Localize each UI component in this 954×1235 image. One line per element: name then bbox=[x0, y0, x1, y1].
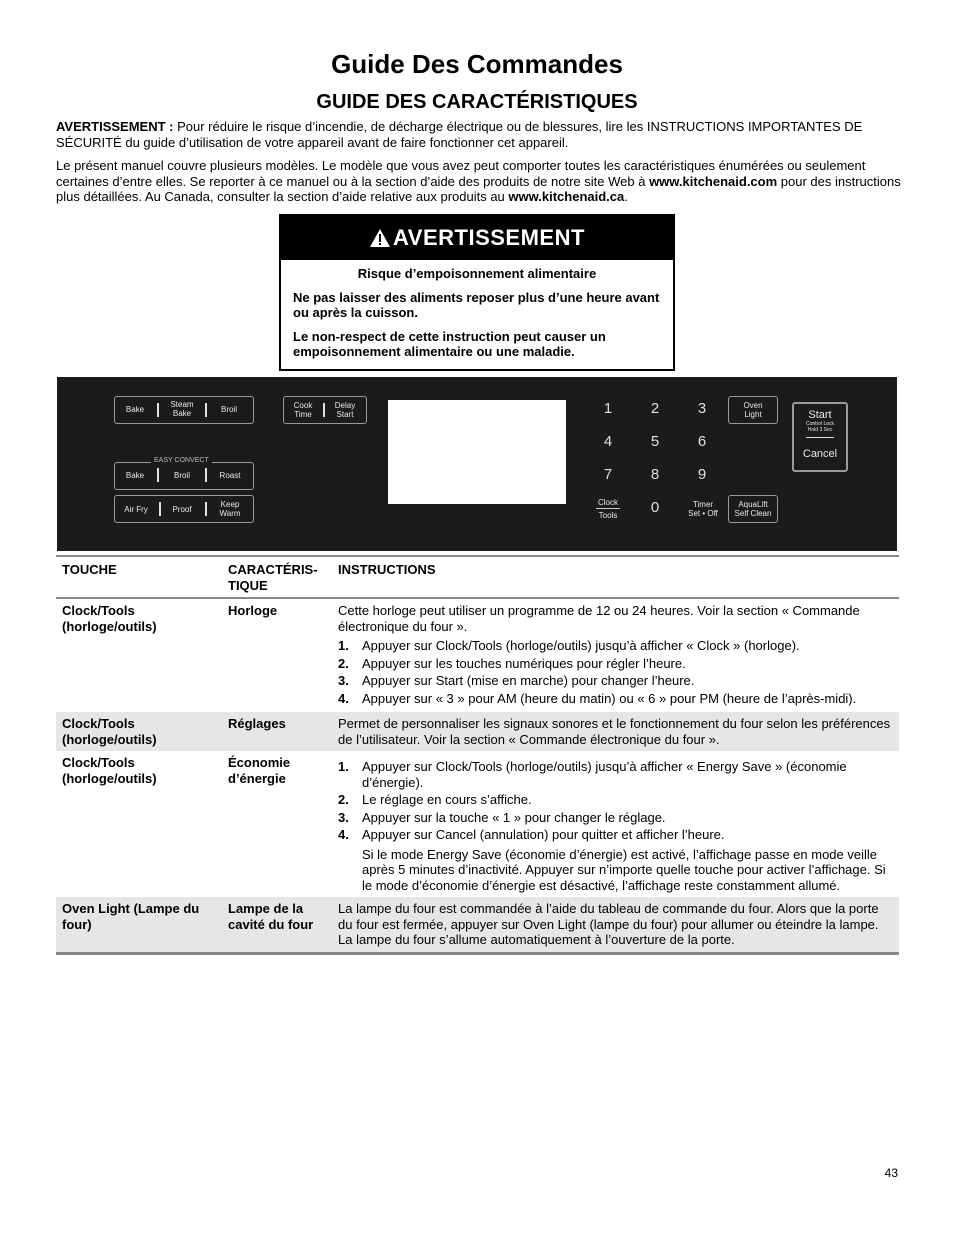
separator bbox=[157, 468, 159, 482]
bake-key: Bake bbox=[125, 405, 145, 414]
oven-light-key: Oven Light bbox=[743, 401, 763, 419]
row-instructions bbox=[332, 751, 899, 897]
warning-line-2: Ne pas laisser des aliments reposer plus d’une heure avant ou après la cuisson. bbox=[293, 289, 660, 320]
warning-line-1: Risque d’empoisonnement alimentaire bbox=[357, 266, 597, 281]
digit-1: 1 bbox=[603, 400, 613, 417]
intro-text-2: pour des instructions plus détaillées. Au Canada, consulter la section d’aide relative aux produits au bbox=[56, 173, 901, 204]
steps-list bbox=[338, 759, 893, 843]
warning-line-3: Le non-respect de cette instruction peut causer un empoisonnement alimentaire ou une maladie. bbox=[293, 328, 606, 359]
row-instructions bbox=[332, 598, 899, 712]
digit-5: 5 bbox=[650, 433, 660, 450]
row-feature: Économie d’énergie bbox=[228, 755, 291, 786]
separator bbox=[205, 403, 207, 417]
digit-2: 2 bbox=[650, 400, 660, 417]
separator bbox=[205, 468, 207, 482]
list-item: 3. Appuyer sur la touche « 1 » pour changer le réglage. bbox=[338, 809, 666, 825]
clock-key: Clock bbox=[597, 498, 618, 507]
row-feature: Horloge bbox=[228, 603, 278, 618]
row-instructions bbox=[332, 712, 899, 751]
cook-time-key: Cook Time bbox=[293, 401, 313, 419]
steps-list bbox=[338, 638, 893, 706]
cancel-key: Cancel bbox=[802, 448, 838, 460]
start-cancel-divider bbox=[806, 437, 834, 438]
self-clean-key: Self Clean bbox=[734, 509, 772, 518]
list-item: 4. Appuyer sur Cancel (annulation) pour quitter et afficher l’heure. bbox=[338, 827, 725, 842]
start-key: Start bbox=[808, 409, 832, 421]
section-subtitle: GUIDE DES CARACTÉRISTIQUES bbox=[316, 91, 638, 113]
timer-key: Timer bbox=[692, 500, 714, 509]
intro-text-1: Le présent manuel couvre plusieurs modèles. Le modèle que vous avez peut comporter toutes les caractéristiques énumérées ou seulement certaines d’entre elles. Se reporter à ce manuel ou à la section d’aide des produits de notre site Web à bbox=[56, 158, 866, 189]
list-item: 3. Appuyer sur Start (mise en marche) pour changer l’heure. bbox=[338, 673, 695, 688]
easy-convect-label: EASY CONVECT bbox=[151, 457, 212, 464]
step-text: Appuyer sur Clock/Tools (horloge/outils) jusqu’à afficher « Energy Save » (économie d’énergie). bbox=[362, 759, 847, 790]
table-row bbox=[56, 897, 899, 953]
separator bbox=[323, 403, 325, 417]
row-key: Clock/Tools (horloge/outils) bbox=[62, 755, 157, 786]
ec-broil-key: Broil bbox=[173, 471, 190, 480]
air-fry-key: Air Fry bbox=[124, 505, 148, 514]
ec-roast-key: Roast bbox=[219, 471, 241, 480]
row-intro: Permet de personnaliser les signaux sonores et le fonctionnement du four selon les préférences de l’utilisateur. Voir la section « Commande électronique du four ». bbox=[338, 716, 891, 747]
intro-paragraph bbox=[56, 158, 901, 205]
warning-label: AVERTISSEMENT : bbox=[56, 119, 174, 134]
tools-key: Tools bbox=[598, 511, 618, 520]
digit-0: 0 bbox=[650, 499, 660, 516]
panel-display-screen bbox=[388, 400, 566, 504]
table-header-row bbox=[56, 556, 899, 598]
hold-3-sec-label: Hold 3 Sec bbox=[807, 427, 833, 433]
steam-bake-key: Steam Bake bbox=[170, 400, 194, 418]
ec-bake-key: Bake bbox=[125, 471, 145, 480]
row-intro: La lampe du four est commandée à l’aide du tableau de commande du four. Alors que la porte du four est fermée, appuyer sur Oven Light (lampe du four) pour allumer ou éteindre la lampe. La lampe du four s’allume automatiquement à l’ouverture de la porte. bbox=[338, 901, 879, 947]
broil-key: Broil bbox=[220, 405, 237, 414]
delay-start-key: Delay Start bbox=[334, 401, 356, 419]
warning-header bbox=[281, 216, 673, 260]
col-header-key: TOUCHE bbox=[62, 562, 117, 577]
row-key: Clock/Tools (horloge/outils) bbox=[62, 603, 157, 634]
warning-triangle-icon bbox=[369, 228, 391, 248]
keep-warm-key: Keep Warm bbox=[219, 500, 241, 518]
row-instructions bbox=[332, 897, 899, 953]
list-item: 2. Le réglage en cours s’affiche. bbox=[338, 792, 532, 807]
row-key: Oven Light (Lampe du four) bbox=[62, 901, 200, 932]
table-row bbox=[56, 598, 899, 712]
separator bbox=[159, 502, 161, 516]
list-item: 4. Appuyer sur « 3 » pour AM (heure du matin) ou « 6 » pour PM (heure de l’après-midi). bbox=[338, 690, 857, 706]
control-lock-label: Control Lock bbox=[805, 421, 835, 427]
row-key: Clock/Tools (horloge/outils) bbox=[62, 716, 157, 747]
kitchenaid-com-link[interactable]: www.kitchenaid.com bbox=[649, 173, 778, 189]
digit-6: 6 bbox=[697, 433, 707, 450]
row-feature: Lampe de la cavité du four bbox=[228, 901, 314, 932]
step-text: Appuyer sur la touche « 1 » pour changer le réglage. bbox=[362, 809, 666, 825]
row-intro: Cette horloge peut utiliser un programme de 12 ou 24 heures. Voir la section « Commande électronique du four ». bbox=[338, 603, 860, 634]
list-item: 1. Appuyer sur Clock/Tools (horloge/outils) jusqu’à afficher « Energy Save » (économie d’énergie). bbox=[338, 759, 893, 790]
kitchenaid-ca-link[interactable]: www.kitchenaid.ca bbox=[508, 189, 625, 204]
digit-9: 9 bbox=[697, 466, 707, 483]
warning-body bbox=[281, 260, 673, 374]
row-feature: Réglages bbox=[228, 716, 286, 731]
separator bbox=[205, 502, 207, 516]
step-text: Appuyer sur Cancel (annulation) pour quitter et afficher l’heure. bbox=[362, 827, 725, 842]
warning-header-text: AVERTISSEMENT bbox=[393, 225, 585, 250]
step-text: Appuyer sur « 3 » pour AM (heure du matin) ou « 6 » pour PM (heure de l’après-midi). bbox=[362, 690, 857, 706]
features-table bbox=[56, 555, 899, 955]
step-text: Appuyer sur Start (mise en marche) pour changer l’heure. bbox=[362, 673, 695, 688]
step-text: Appuyer sur Clock/Tools (horloge/outils) jusqu’à afficher « Clock » (horloge). bbox=[362, 638, 800, 653]
aqualift-key: AquaLift bbox=[738, 500, 768, 509]
step-text: Le réglage en cours s’affiche. bbox=[362, 792, 532, 807]
energy-save-note: Si le mode Energy Save (économie d’énergie) est activé, l’affichage passe en mode veille après 5 minutes d’inactivité. Appuyer sur n’importe quelle touche pour activer l’affichage. Si le mode d’économie d’énergie est désactivé, l’affichage reste constamment allumé. bbox=[362, 846, 886, 893]
digit-7: 7 bbox=[603, 466, 613, 483]
digit-3: 3 bbox=[697, 400, 707, 417]
clock-tools-divider bbox=[596, 508, 620, 509]
col-header-instructions: INSTRUCTIONS bbox=[338, 562, 436, 577]
warning-text: Pour réduire le risque d’incendie, de décharge électrique ou de blessures, lire les INSTRUCTIONS IMPORTANTES DE SÉCURITÉ du guide d’utilisation de votre appareil avant de faire fonctionner cet appareil. bbox=[56, 119, 863, 150]
separator bbox=[157, 403, 159, 417]
col-header-feature: CARACTÉRIS-TIQUE bbox=[228, 562, 318, 593]
proof-key: Proof bbox=[172, 505, 192, 514]
intro-text-3: . bbox=[624, 189, 628, 204]
timer-set-off-key: Set • Off bbox=[688, 509, 718, 518]
safety-warning-paragraph bbox=[56, 119, 901, 150]
warning-box bbox=[279, 214, 675, 371]
list-item: 2. Appuyer sur les touches numériques pour régler l’heure. bbox=[338, 655, 686, 671]
digit-4: 4 bbox=[603, 433, 613, 450]
page-number: 43 bbox=[884, 1166, 898, 1180]
table-row bbox=[56, 712, 899, 751]
page-title: Guide Des Commandes bbox=[331, 49, 623, 79]
step-text: Appuyer sur les touches numériques pour régler l’heure. bbox=[362, 655, 686, 671]
list-item: 1. Appuyer sur Clock/Tools (horloge/outils) jusqu’à afficher « Clock » (horloge). bbox=[338, 638, 800, 653]
table-row bbox=[56, 751, 899, 897]
digit-8: 8 bbox=[650, 466, 660, 483]
